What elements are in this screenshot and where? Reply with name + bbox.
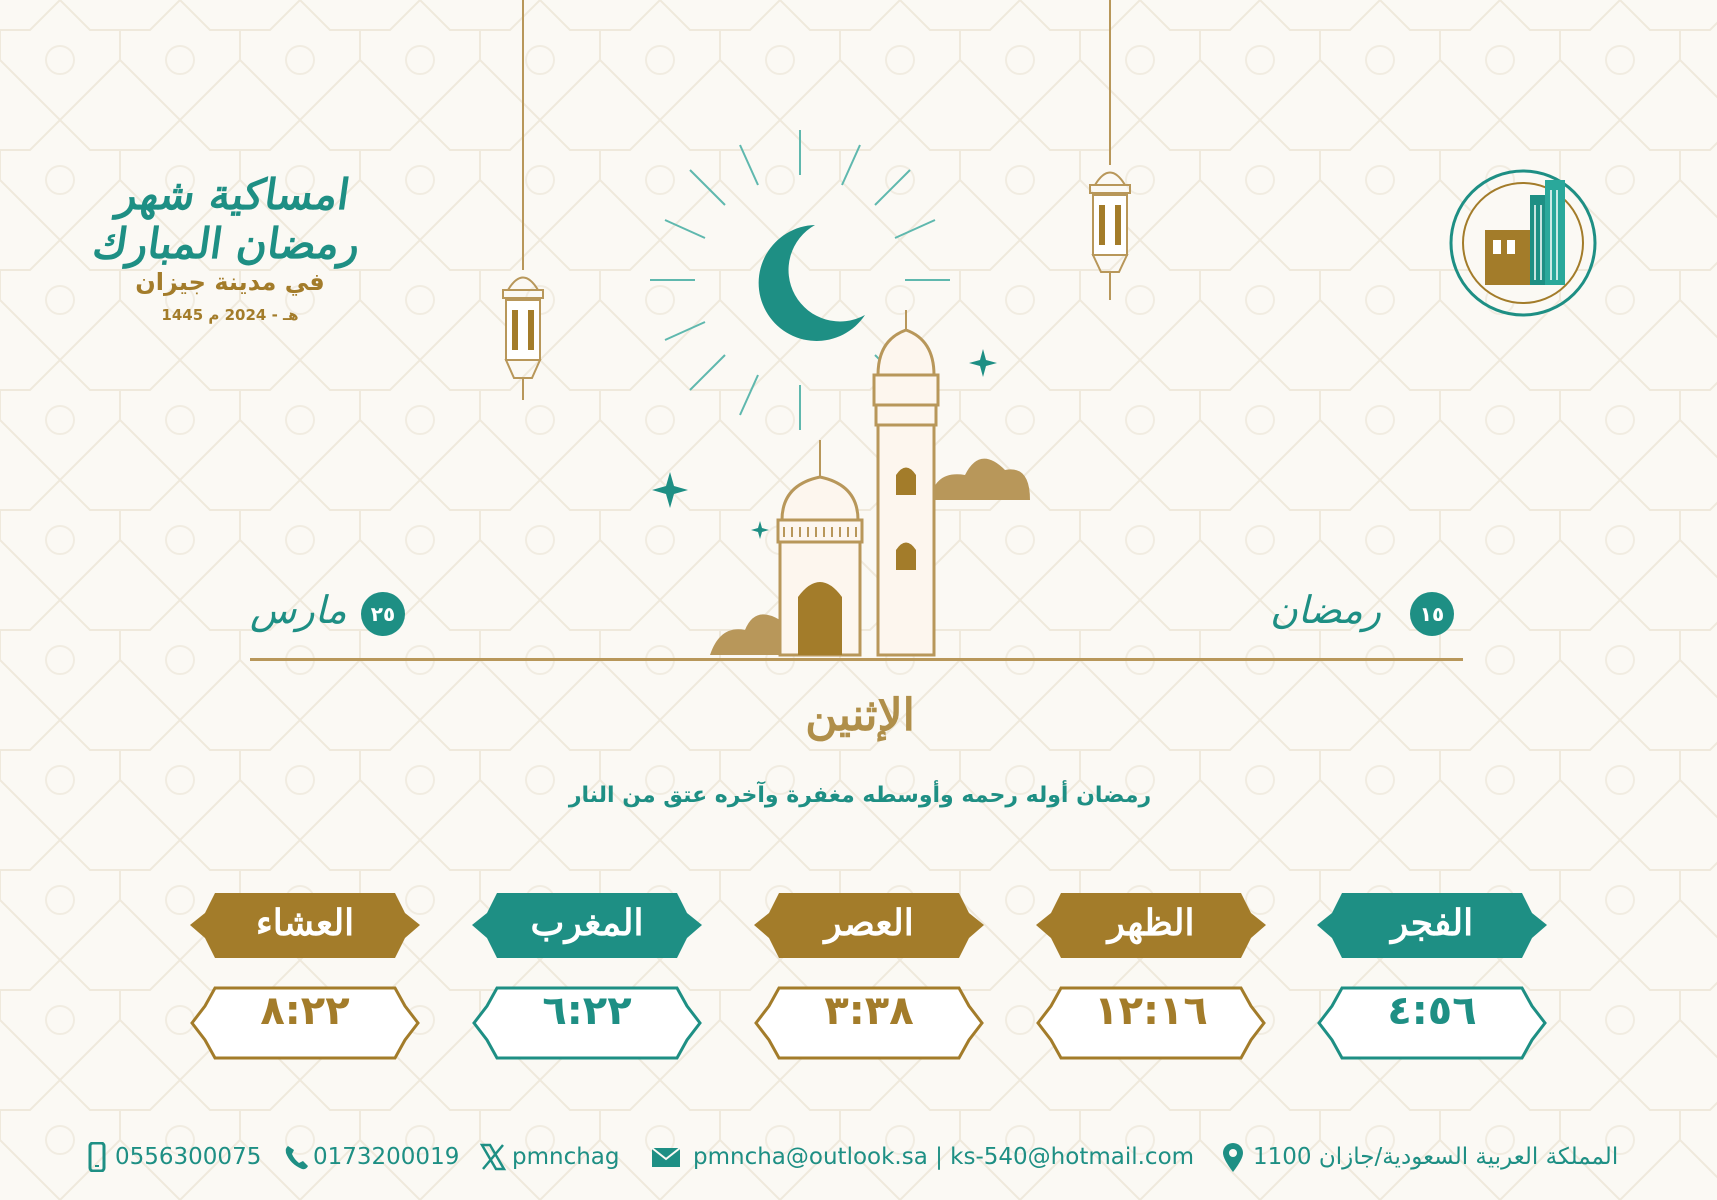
phone-number[interactable]: 0173200019 bbox=[313, 1144, 460, 1170]
year-label: 1445 هـ - 2024 م bbox=[161, 306, 299, 324]
prayer-card-asr bbox=[754, 888, 984, 1068]
lantern-right-icon bbox=[1075, 0, 1145, 310]
organization-logo bbox=[1435, 155, 1615, 330]
x-logo-icon bbox=[479, 1142, 507, 1172]
prayer-name: الظهر bbox=[1107, 902, 1195, 944]
mobile-icon bbox=[87, 1142, 107, 1172]
sparkle-icon bbox=[650, 470, 690, 510]
prayer-time: ٣:٣٨ bbox=[824, 988, 914, 1034]
prayer-name: العصر bbox=[824, 902, 914, 944]
prayer-card-dhuhr bbox=[1036, 888, 1266, 1068]
mosque-illustration bbox=[700, 305, 1040, 660]
prayer-name: الفجر bbox=[1390, 902, 1474, 944]
contact-footer bbox=[85, 1140, 1635, 1180]
prayer-time: ٦:٢٢ bbox=[542, 988, 632, 1034]
lantern-left-icon bbox=[488, 0, 558, 410]
title-block bbox=[55, 160, 415, 330]
gregorian-month: مارس bbox=[250, 588, 347, 632]
city-subtitle: في مدينة جيزان bbox=[135, 268, 325, 296]
page-title: امساكية شهر رمضان المبارك bbox=[89, 170, 364, 268]
prayer-card-fajr bbox=[1317, 888, 1547, 1068]
prayer-name: العشاء bbox=[255, 902, 355, 944]
phone-icon bbox=[283, 1142, 309, 1172]
prayer-name: المغرب bbox=[530, 902, 644, 944]
hijri-month: رمضان bbox=[1270, 588, 1382, 632]
gregorian-day-badge: ٢٥ bbox=[361, 592, 405, 636]
hijri-day-badge: ١٥ bbox=[1410, 592, 1454, 636]
map-pin-icon bbox=[1221, 1142, 1245, 1174]
social-handle[interactable]: pmnchag bbox=[512, 1144, 620, 1170]
weekday-label: الإثنين bbox=[805, 690, 915, 741]
email-addresses[interactable]: pmncha@outlook.sa | ks-540@hotmail.com bbox=[693, 1144, 1195, 1170]
prayer-card-maghrib bbox=[472, 888, 702, 1068]
prayer-time: ٤:٥٦ bbox=[1387, 988, 1477, 1034]
prayer-time: ٨:٢٢ bbox=[260, 988, 350, 1034]
hadith-text: رمضان أوله رحمه وأوسطه مغفرة وآخره عتق من النار bbox=[568, 783, 1152, 808]
address-text: المملكة العربية السعودية/جازان 1100 bbox=[1253, 1144, 1619, 1170]
mobile-number[interactable]: 0556300075 bbox=[115, 1144, 262, 1170]
prayer-card-isha bbox=[190, 888, 420, 1068]
envelope-icon bbox=[650, 1142, 682, 1172]
prayer-time: ١٢:١٦ bbox=[1094, 988, 1208, 1034]
date-divider bbox=[250, 658, 1463, 661]
